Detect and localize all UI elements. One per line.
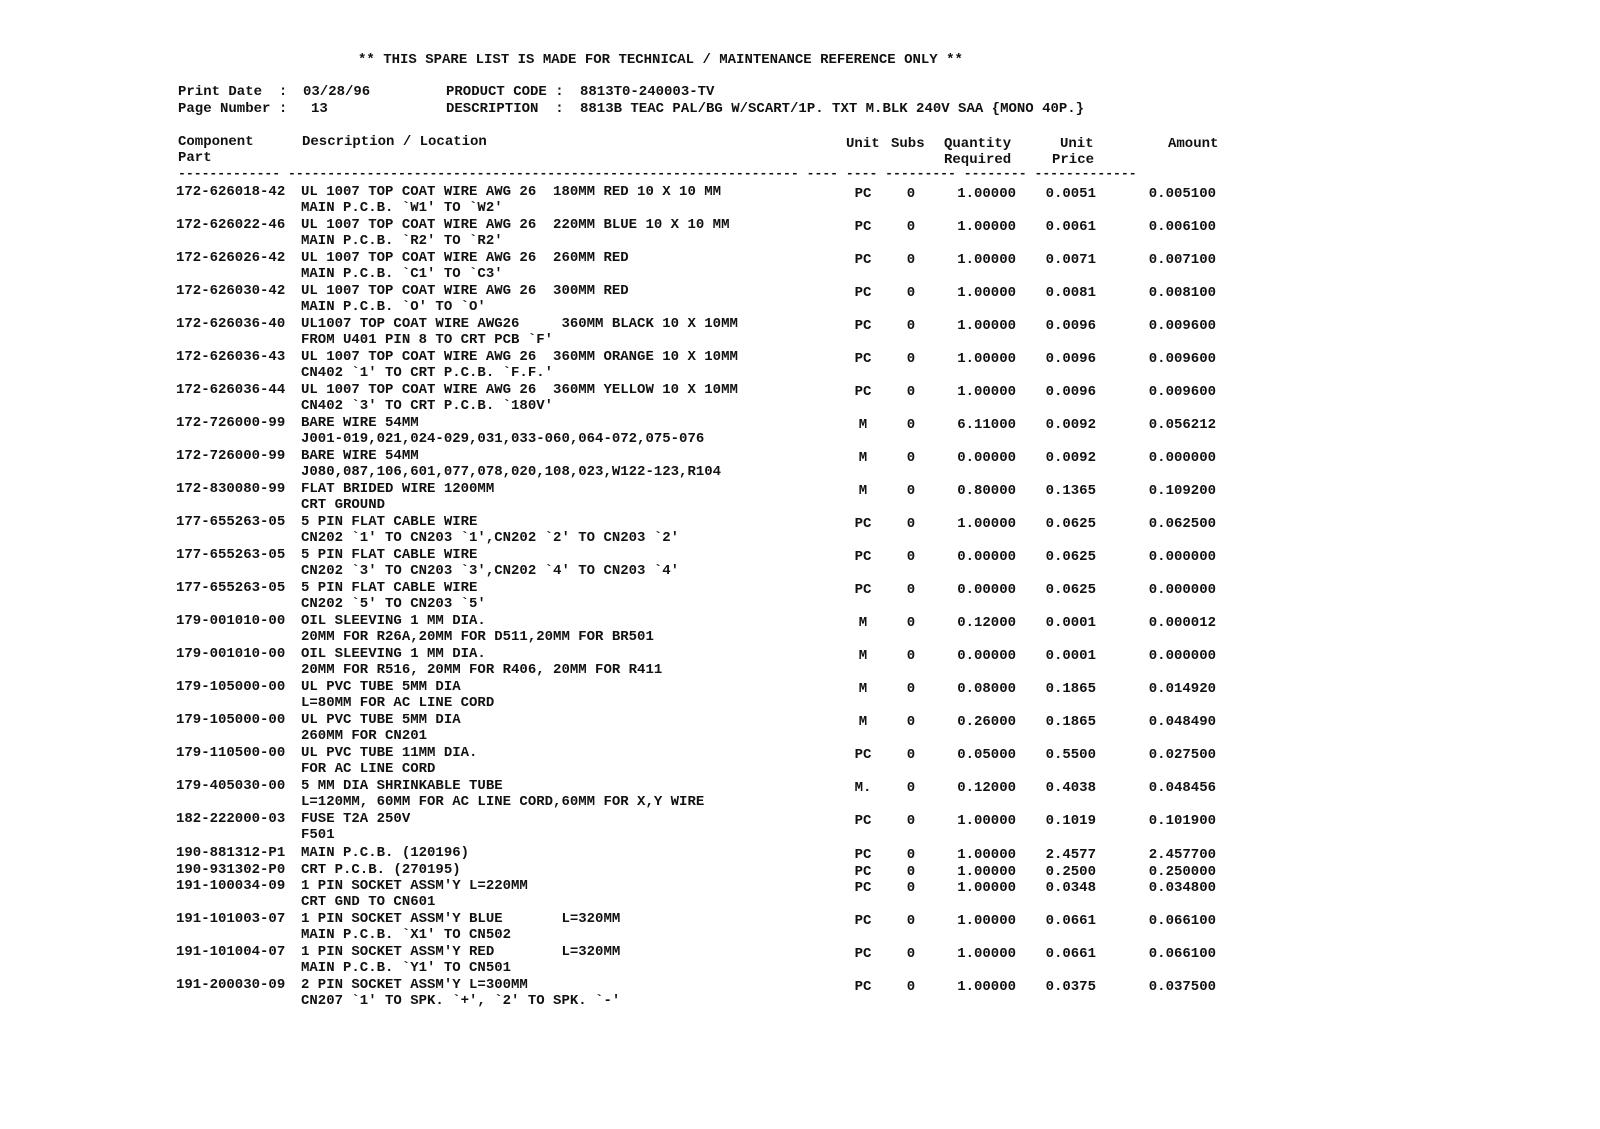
quantity-cell: 1.00000: [957, 318, 1016, 334]
unit-cell: PC: [854, 318, 872, 334]
quantity-cell: 1.00000: [957, 219, 1016, 235]
product-code-label: PRODUCT CODE :: [446, 84, 564, 100]
part-number: 177-655263-05: [176, 514, 286, 530]
col-header-price: Price: [1052, 152, 1095, 168]
subs-cell: 0: [906, 285, 916, 301]
part-location: MAIN P.C.B. `R2' TO `R2': [301, 233, 503, 249]
unit-cell: M: [858, 417, 868, 433]
unit-price-cell: 0.0081: [1045, 285, 1096, 301]
part-description: 5 PIN FLAT CABLE WIRE: [301, 514, 478, 530]
part-location: FOR AC LINE CORD: [301, 761, 436, 777]
unit-price-cell: 0.0071: [1045, 252, 1096, 268]
part-description: UL 1007 TOP COAT WIRE AWG 26 360MM ORANGE 10 X 10MM: [301, 349, 738, 365]
part-description: UL 1007 TOP COAT WIRE AWG 26 220MM BLUE 10 X 10 MM: [301, 217, 730, 233]
unit-cell: M: [858, 615, 868, 631]
unit-price-cell: 0.0625: [1045, 582, 1096, 598]
quantity-cell: 0.00000: [957, 648, 1016, 664]
col-header-quantity: Quantity: [944, 136, 1012, 152]
part-location: MAIN P.C.B. `O' TO `O': [301, 299, 486, 315]
subs-cell: 0: [906, 780, 916, 796]
part-description: 5 PIN FLAT CABLE WIRE: [301, 580, 478, 596]
amount-cell: 0.007100: [1148, 252, 1216, 268]
unit-price-cell: 0.5500: [1045, 747, 1096, 763]
subs-cell: 0: [906, 318, 916, 334]
part-number: 190-881312-P1: [176, 845, 286, 861]
subs-cell: 0: [906, 351, 916, 367]
part-number: 179-105000-00: [176, 679, 286, 695]
unit-price-cell: 0.2500: [1045, 864, 1096, 880]
quantity-cell: 1.00000: [957, 252, 1016, 268]
part-description: FLAT BRIDED WIRE 1200MM: [301, 481, 495, 497]
quantity-cell: 1.00000: [957, 880, 1016, 896]
product-code: 8813T0-240003-TV: [580, 84, 715, 100]
part-location: MAIN P.C.B. `Y1' TO CN501: [301, 960, 512, 976]
subs-cell: 0: [906, 913, 916, 929]
amount-cell: 0.006100: [1148, 219, 1216, 235]
unit-price-cell: 0.0661: [1045, 913, 1096, 929]
amount-cell: 0.034800: [1148, 880, 1216, 896]
quantity-cell: 1.00000: [957, 516, 1016, 532]
unit-price-cell: 2.4577: [1045, 847, 1096, 863]
part-description: UL PVC TUBE 5MM DIA: [301, 712, 461, 728]
subs-cell: 0: [906, 648, 916, 664]
unit-price-cell: 0.1865: [1045, 681, 1096, 697]
unit-cell: PC: [854, 549, 872, 565]
quantity-cell: 1.00000: [957, 384, 1016, 400]
part-location: 20MM FOR R516, 20MM FOR R406, 20MM FOR R411: [301, 662, 663, 678]
part-number: 172-626018-42: [176, 184, 286, 200]
part-number: 191-101004-07: [176, 944, 286, 960]
quantity-cell: 0.08000: [957, 681, 1016, 697]
unit-price-cell: 0.0092: [1045, 450, 1096, 466]
unit-cell: PC: [854, 813, 872, 829]
subs-cell: 0: [906, 516, 916, 532]
amount-cell: 0.066100: [1148, 913, 1216, 929]
part-number: 177-655263-05: [176, 547, 286, 563]
amount-cell: 0.250000: [1148, 864, 1216, 880]
part-location: CRT GND TO CN601: [301, 894, 436, 910]
part-description: OIL SLEEVING 1 MM DIA.: [301, 646, 486, 662]
unit-price-cell: 0.0061: [1045, 219, 1096, 235]
part-location: 260MM FOR CN201: [301, 728, 428, 744]
subs-cell: 0: [906, 186, 916, 202]
part-location: CN402 `1' TO CRT P.C.B. `F.F.': [301, 365, 554, 381]
amount-cell: 0.014920: [1148, 681, 1216, 697]
product-description: 8813B TEAC PAL/BG W/SCART/1P. TXT M.BLK 240V SAA {MONO 40P.}: [580, 101, 1085, 117]
part-location: CN202 `1' TO CN203 `1',CN202 `2' TO CN203 `2': [301, 530, 680, 546]
amount-cell: 0.000012: [1148, 615, 1216, 631]
unit-cell: PC: [854, 186, 872, 202]
subs-cell: 0: [906, 747, 916, 763]
amount-cell: 0.005100: [1148, 186, 1216, 202]
page-number: 13: [311, 101, 328, 117]
subs-cell: 0: [906, 219, 916, 235]
amount-cell: 0.027500: [1148, 747, 1216, 763]
part-description: UL PVC TUBE 11MM DIA.: [301, 745, 478, 761]
unit-price-cell: 0.4038: [1045, 780, 1096, 796]
quantity-cell: 0.80000: [957, 483, 1016, 499]
part-number: 190-931302-P0: [176, 862, 286, 878]
page-number-label: Page Number :: [178, 101, 288, 117]
col-header-part: Part: [178, 150, 212, 166]
unit-price-cell: 0.0096: [1045, 318, 1096, 334]
subs-cell: 0: [906, 450, 916, 466]
quantity-cell: 1.00000: [957, 285, 1016, 301]
col-header-unit: Unit: [846, 136, 880, 152]
col-header-amount: Amount: [1168, 136, 1219, 152]
unit-cell: PC: [854, 219, 872, 235]
unit-cell: PC: [854, 351, 872, 367]
part-number: 179-001010-00: [176, 646, 286, 662]
header-separator: ------------- ----------------------------------------------------------------- ---- ---- --------- -------- -------------: [178, 166, 1137, 181]
quantity-cell: 0.05000: [957, 747, 1016, 763]
part-number: 191-200030-09: [176, 977, 286, 993]
part-location: MAIN P.C.B. `C1' TO `C3': [301, 266, 503, 282]
unit-cell: PC: [854, 516, 872, 532]
unit-price-cell: 0.0051: [1045, 186, 1096, 202]
amount-cell: 0.048456: [1148, 780, 1216, 796]
part-description: 1 PIN SOCKET ASSM'Y RED L=320MM: [301, 944, 621, 960]
quantity-cell: 0.26000: [957, 714, 1016, 730]
quantity-cell: 1.00000: [957, 864, 1016, 880]
unit-cell: M: [858, 450, 868, 466]
subs-cell: 0: [906, 813, 916, 829]
amount-cell: 0.000000: [1148, 549, 1216, 565]
unit-price-cell: 0.0092: [1045, 417, 1096, 433]
part-location: J080,087,106,601,077,078,020,108,023,W122-123,R104: [301, 464, 722, 480]
unit-price-cell: 0.1865: [1045, 714, 1096, 730]
part-number: 179-405030-00: [176, 778, 286, 794]
amount-cell: 0.066100: [1148, 946, 1216, 962]
unit-cell: PC: [854, 384, 872, 400]
part-location: J001-019,021,024-029,031,033-060,064-072,075-076: [301, 431, 705, 447]
part-description: UL 1007 TOP COAT WIRE AWG 26 300MM RED: [301, 283, 629, 299]
amount-cell: 2.457700: [1148, 847, 1216, 863]
quantity-cell: 1.00000: [957, 813, 1016, 829]
part-description: 2 PIN SOCKET ASSM'Y L=300MM: [301, 977, 528, 993]
unit-cell: PC: [854, 252, 872, 268]
unit-price-cell: 0.0096: [1045, 384, 1096, 400]
subs-cell: 0: [906, 880, 916, 896]
amount-cell: 0.048490: [1148, 714, 1216, 730]
unit-cell: PC: [854, 913, 872, 929]
amount-cell: 0.037500: [1148, 979, 1216, 995]
part-description: 5 PIN FLAT CABLE WIRE: [301, 547, 478, 563]
description-label: DESCRIPTION :: [446, 101, 564, 117]
col-header-component: Component: [178, 134, 254, 150]
part-description: 1 PIN SOCKET ASSM'Y BLUE L=320MM: [301, 911, 621, 927]
part-number: 172-626030-42: [176, 283, 286, 299]
part-location: L=80MM FOR AC LINE CORD: [301, 695, 495, 711]
part-number: 179-001010-00: [176, 613, 286, 629]
amount-cell: 0.000000: [1148, 648, 1216, 664]
part-description: UL 1007 TOP COAT WIRE AWG 26 180MM RED 10 X 10 MM: [301, 184, 722, 200]
amount-cell: 0.056212: [1148, 417, 1216, 433]
part-number: 172-726000-99: [176, 448, 286, 464]
unit-cell: M: [858, 648, 868, 664]
part-location: CN207 `1' TO SPK. `+', `2' TO SPK. `-': [301, 993, 621, 1009]
reference-banner: ** THIS SPARE LIST IS MADE FOR TECHNICAL / MAINTENANCE REFERENCE ONLY **: [358, 52, 963, 68]
print-date: 03/28/96: [303, 84, 371, 100]
part-location: MAIN P.C.B. `W1' TO `W2': [301, 200, 503, 216]
amount-cell: 0.062500: [1148, 516, 1216, 532]
quantity-cell: 1.00000: [957, 979, 1016, 995]
part-number: 172-626022-46: [176, 217, 286, 233]
unit-price-cell: 0.0625: [1045, 516, 1096, 532]
part-description: OIL SLEEVING 1 MM DIA.: [301, 613, 486, 629]
quantity-cell: 1.00000: [957, 351, 1016, 367]
part-location: L=120MM, 60MM FOR AC LINE CORD,60MM FOR X,Y WIRE: [301, 794, 705, 810]
part-number: 177-655263-05: [176, 580, 286, 596]
unit-price-cell: 0.0375: [1045, 979, 1096, 995]
col-header-required: Required: [944, 152, 1012, 168]
subs-cell: 0: [906, 979, 916, 995]
part-description: UL 1007 TOP COAT WIRE AWG 26 260MM RED: [301, 250, 629, 266]
unit-cell: PC: [854, 285, 872, 301]
subs-cell: 0: [906, 714, 916, 730]
part-number: 179-110500-00: [176, 745, 286, 761]
quantity-cell: 0.00000: [957, 549, 1016, 565]
part-location: CN202 `3' TO CN203 `3',CN202 `4' TO CN203 `4': [301, 563, 680, 579]
unit-price-cell: 0.0001: [1045, 648, 1096, 664]
part-description: UL 1007 TOP COAT WIRE AWG 26 360MM YELLOW 10 X 10MM: [301, 382, 738, 398]
part-number: 191-101003-07: [176, 911, 286, 927]
unit-price-cell: 0.0348: [1045, 880, 1096, 896]
amount-cell: 0.000000: [1148, 450, 1216, 466]
unit-price-cell: 0.0001: [1045, 615, 1096, 631]
part-description: CRT P.C.B. (270195): [301, 862, 461, 878]
part-location: 20MM FOR R26A,20MM FOR D511,20MM FOR BR501: [301, 629, 654, 645]
col-header-unit-price: Unit: [1060, 136, 1094, 152]
amount-cell: 0.009600: [1148, 318, 1216, 334]
subs-cell: 0: [906, 384, 916, 400]
col-header-subs: Subs: [891, 136, 925, 152]
quantity-cell: 1.00000: [957, 946, 1016, 962]
unit-cell: M: [858, 483, 868, 499]
subs-cell: 0: [906, 483, 916, 499]
unit-cell: PC: [854, 582, 872, 598]
part-number: 172-626036-40: [176, 316, 286, 332]
subs-cell: 0: [906, 681, 916, 697]
unit-price-cell: 0.0661: [1045, 946, 1096, 962]
part-location: CN202 `5' TO CN203 `5': [301, 596, 486, 612]
subs-cell: 0: [906, 847, 916, 863]
part-location: CRT GROUND: [301, 497, 386, 513]
part-location: MAIN P.C.B. `X1' TO CN502: [301, 927, 512, 943]
part-number: 191-100034-09: [176, 878, 286, 894]
part-number: 172-626036-44: [176, 382, 286, 398]
unit-cell: PC: [854, 880, 872, 896]
quantity-cell: 0.12000: [957, 780, 1016, 796]
amount-cell: 0.009600: [1148, 351, 1216, 367]
part-number: 172-626026-42: [176, 250, 286, 266]
unit-price-cell: 0.1365: [1045, 483, 1096, 499]
part-location: FROM U401 PIN 8 TO CRT PCB `F': [301, 332, 554, 348]
subs-cell: 0: [906, 615, 916, 631]
amount-cell: 0.000000: [1148, 582, 1216, 598]
unit-cell: PC: [854, 946, 872, 962]
part-description: BARE WIRE 54MM: [301, 415, 419, 431]
quantity-cell: 0.12000: [957, 615, 1016, 631]
part-description: BARE WIRE 54MM: [301, 448, 419, 464]
subs-cell: 0: [906, 252, 916, 268]
part-number: 172-726000-99: [176, 415, 286, 431]
amount-cell: 0.109200: [1148, 483, 1216, 499]
col-header-description: Description / Location: [302, 134, 487, 150]
subs-cell: 0: [906, 946, 916, 962]
print-date-label: Print Date :: [178, 84, 288, 100]
unit-price-cell: 0.1019: [1045, 813, 1096, 829]
subs-cell: 0: [906, 549, 916, 565]
part-number: 179-105000-00: [176, 712, 286, 728]
part-description: 5 MM DIA SHRINKABLE TUBE: [301, 778, 503, 794]
quantity-cell: 1.00000: [957, 186, 1016, 202]
quantity-cell: 1.00000: [957, 913, 1016, 929]
amount-cell: 0.009600: [1148, 384, 1216, 400]
subs-cell: 0: [906, 582, 916, 598]
quantity-cell: 6.11000: [957, 417, 1016, 433]
part-description: 1 PIN SOCKET ASSM'Y L=220MM: [301, 878, 528, 894]
unit-cell: PC: [854, 979, 872, 995]
part-number: 182-222000-03: [176, 811, 286, 827]
unit-cell: PC: [854, 847, 872, 863]
quantity-cell: 0.00000: [957, 450, 1016, 466]
subs-cell: 0: [906, 417, 916, 433]
quantity-cell: 0.00000: [957, 582, 1016, 598]
part-description: UL PVC TUBE 5MM DIA: [301, 679, 461, 695]
unit-cell: M.: [854, 780, 872, 796]
part-number: 172-626036-43: [176, 349, 286, 365]
part-location: CN402 `3' TO CRT P.C.B. `180V': [301, 398, 554, 414]
unit-cell: PC: [854, 864, 872, 880]
part-number: 172-830080-99: [176, 481, 286, 497]
amount-cell: 0.008100: [1148, 285, 1216, 301]
unit-cell: M: [858, 714, 868, 730]
part-description: UL1007 TOP COAT WIRE AWG26 360MM BLACK 10 X 10MM: [301, 316, 738, 332]
subs-cell: 0: [906, 864, 916, 880]
part-location: F501: [301, 827, 335, 843]
quantity-cell: 1.00000: [957, 847, 1016, 863]
unit-price-cell: 0.0625: [1045, 549, 1096, 565]
unit-cell: M: [858, 681, 868, 697]
unit-price-cell: 0.0096: [1045, 351, 1096, 367]
amount-cell: 0.101900: [1148, 813, 1216, 829]
unit-cell: PC: [854, 747, 872, 763]
part-description: FUSE T2A 250V: [301, 811, 411, 827]
part-description: MAIN P.C.B. (120196): [301, 845, 470, 861]
